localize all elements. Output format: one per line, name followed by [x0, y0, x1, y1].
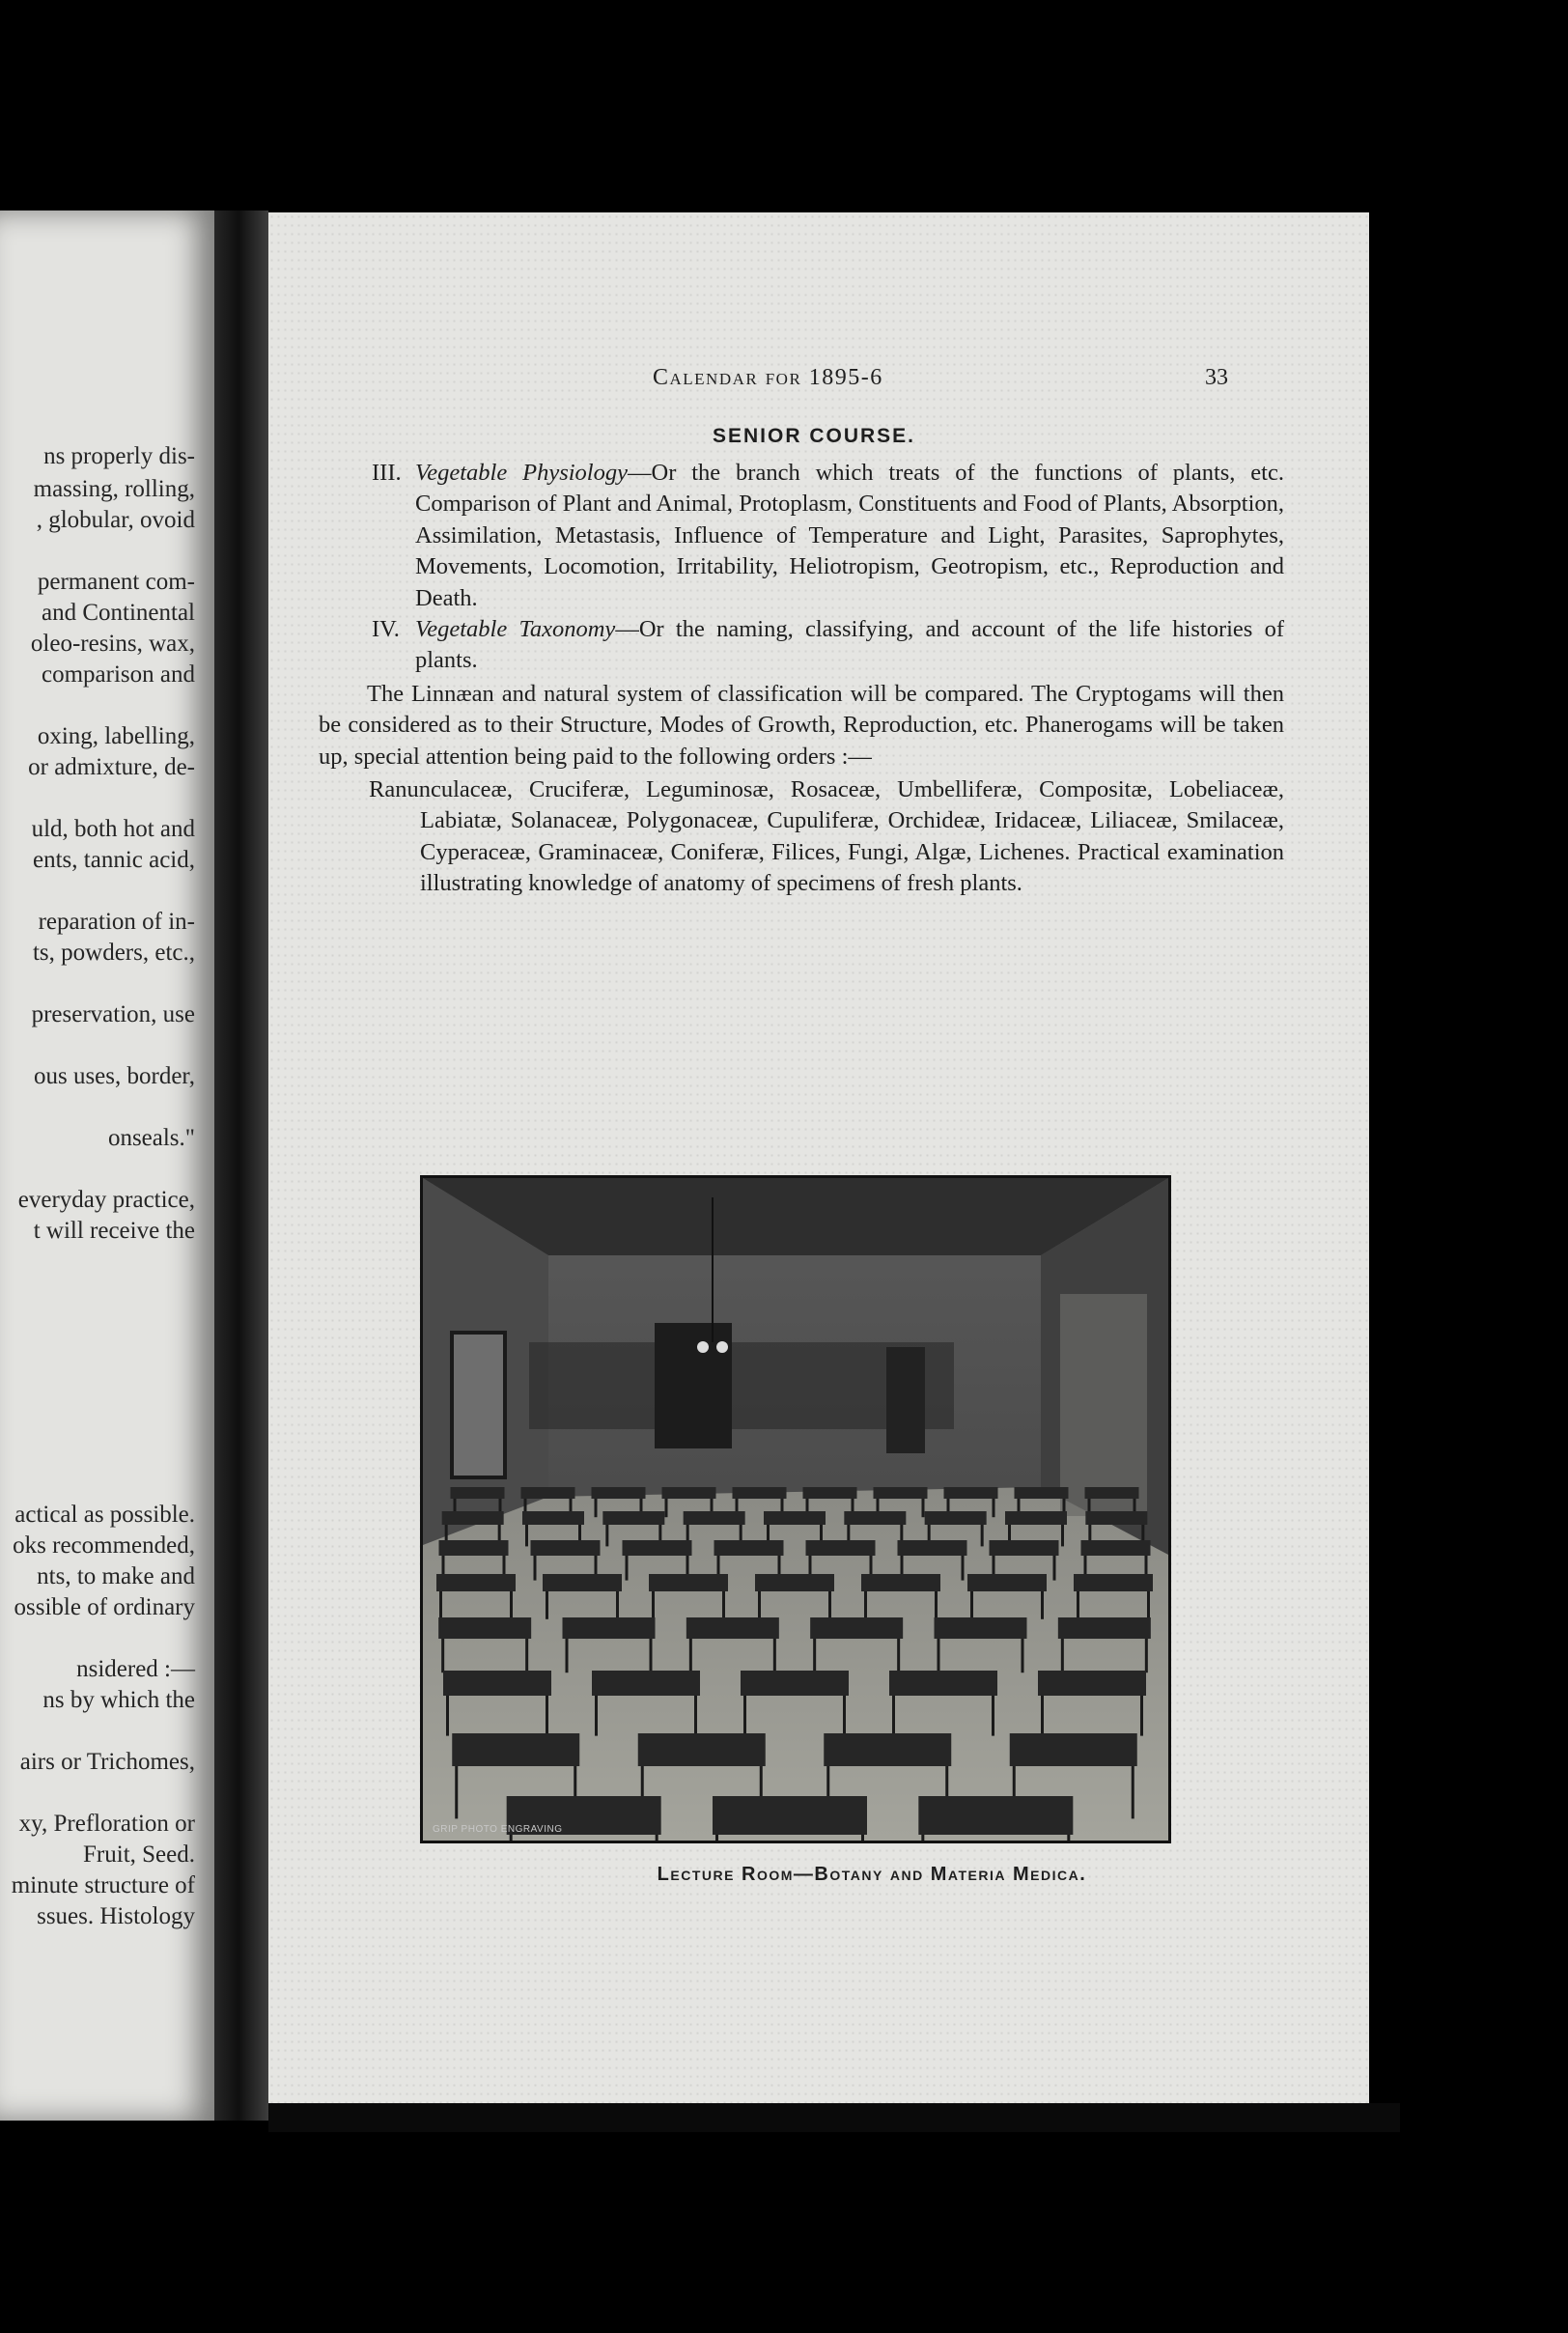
left-page-line: or admixture, de- [28, 754, 195, 780]
desk-leg [1067, 1835, 1070, 1841]
desk-leg [715, 1835, 718, 1841]
left-page-line: nts, to make and [37, 1563, 195, 1589]
running-head: Calendar for 1895-6 [653, 365, 883, 390]
left-page-line: permanent com- [37, 569, 195, 595]
desk-leg [1147, 1591, 1150, 1619]
item-numeral: III. [372, 460, 402, 486]
left-page-line: minute structure of [11, 1872, 195, 1898]
desk [686, 1617, 779, 1639]
desk-leg [595, 1696, 598, 1736]
left-page-line: ents, tannic acid, [33, 847, 195, 873]
left-page-line: ous uses, border, [33, 1063, 195, 1089]
desk [563, 1617, 656, 1639]
desk [806, 1540, 876, 1556]
desk-leg [605, 1525, 608, 1546]
desk [1074, 1574, 1153, 1591]
desk-leg [439, 1591, 442, 1619]
desk [824, 1733, 951, 1766]
desk [443, 1671, 551, 1696]
figure-caption: Lecture Room—Botany and Materia Medica. [657, 1864, 1087, 1885]
desk [1015, 1487, 1069, 1499]
desk [1085, 1487, 1139, 1499]
desk [623, 1540, 692, 1556]
left-page-line: ns properly dis- [43, 443, 195, 469]
section-title: SENIOR COURSE. [712, 425, 916, 447]
desk-leg [525, 1525, 528, 1546]
desk-leg [652, 1591, 655, 1619]
body-text [319, 458, 1284, 900]
desk [1038, 1671, 1146, 1696]
desk-leg [722, 1591, 725, 1619]
lecture-room-illustration [423, 1178, 1168, 1841]
left-page-line: everyday practice, [17, 1187, 195, 1213]
desk-leg [510, 1591, 513, 1619]
page-number: 33 [1205, 365, 1228, 390]
desk-leg [446, 1696, 449, 1736]
desk [844, 1511, 906, 1525]
left-page-line: oxing, labelling, [37, 723, 195, 749]
item-numeral: IV. [372, 616, 400, 643]
desk-leg [1061, 1525, 1064, 1546]
desk-leg [595, 1499, 598, 1517]
desk [522, 1511, 584, 1525]
left-page-line: airs or Trichomes, [19, 1749, 195, 1775]
desk [602, 1511, 664, 1525]
desk [755, 1574, 834, 1591]
desk [944, 1487, 998, 1499]
left-page-line: oleo-resins, wax, [30, 631, 195, 657]
course-item-taxonomy [319, 614, 1284, 677]
desk [592, 1671, 700, 1696]
desk-leg [938, 1639, 940, 1672]
desk-leg [441, 1639, 444, 1672]
plant-orders-list: Ranunculaceæ, Cruciferæ, Leguminosæ, Rosaceæ, Umbelliferæ, Compositæ, Lobeliaceæ, Labiatæ, Solanaceæ, Polygonaceæ, Cupuliferæ, Orchideæ, Iridaceæ, Liliaceæ, Smilaceæ, Cyperaceæ, Graminaceæ, Coniferæ, Filices, Fungi, Algæ, Lichenes. Practical examination illustrating knowledge of anatomy of specimens of fresh plants. [369, 776, 1284, 897]
left-page-line: ns by which the [42, 1687, 195, 1713]
photo-credit: GRIP PHOTO ENGRAVING [433, 1824, 563, 1835]
course-item-physiology [319, 458, 1284, 614]
desk [438, 1617, 531, 1639]
desk [803, 1487, 857, 1499]
desk-leg [534, 1556, 537, 1581]
desk [925, 1511, 987, 1525]
desk-leg [935, 1591, 938, 1619]
desk-leg [864, 1591, 867, 1619]
left-page-line: uld, both hot and [31, 816, 195, 842]
desk [1058, 1617, 1151, 1639]
left-page-line: nsidered :— [76, 1656, 195, 1682]
desk-leg [922, 1499, 925, 1517]
left-page-line: reparation of in- [38, 909, 195, 935]
desk [714, 1540, 784, 1556]
left-page-line: massing, rolling, [33, 476, 195, 502]
desk-leg [1041, 1591, 1044, 1619]
desk-leg [892, 1696, 895, 1736]
desk [764, 1511, 826, 1525]
item-description: —Or the naming, classifying, and account of the life histories of plants. [415, 616, 1284, 674]
desk-leg [694, 1696, 697, 1736]
left-page-line: ossible of ordinary [14, 1594, 195, 1620]
desk-leg [743, 1696, 746, 1736]
desk-leg [546, 1591, 548, 1619]
desk [649, 1574, 728, 1591]
desk [990, 1540, 1059, 1556]
page-bottom-edge [268, 2103, 1400, 2132]
desk-leg [993, 1499, 995, 1517]
desk-leg [656, 1835, 658, 1841]
desk [452, 1733, 579, 1766]
desk [531, 1540, 601, 1556]
desk [733, 1487, 787, 1499]
desk-leg [616, 1591, 619, 1619]
desk [898, 1540, 967, 1556]
desk [436, 1574, 516, 1591]
desk-leg [1077, 1591, 1079, 1619]
left-page-line: ssues. Histology [37, 1903, 195, 1929]
desk-leg [1140, 1696, 1143, 1736]
desk-leg [828, 1591, 831, 1619]
desk-leg [992, 1696, 994, 1736]
desk [439, 1540, 509, 1556]
desk-leg [921, 1835, 924, 1841]
desk [662, 1487, 716, 1499]
left-page-line: actical as possible. [14, 1502, 195, 1528]
desk [741, 1671, 849, 1696]
desk-leg [773, 1639, 776, 1672]
left-page-line: Fruit, Seed. [83, 1841, 195, 1868]
classification-paragraph: The Linnæan and natural system of classification will be compared. The Cryptogams will then be considered as to their Structure, Modes of Growth, Reproduction, etc. Phanerogams will be taken up, special attention being paid to the following orders :— [319, 680, 1284, 770]
lecture-room-photo [420, 1175, 1171, 1843]
desk-leg [1022, 1639, 1024, 1672]
desk [1005, 1511, 1067, 1525]
item-term: Vegetable Physiology [415, 460, 628, 486]
desk [521, 1487, 575, 1499]
left-page-line: comparison and [42, 661, 195, 688]
desk-leg [566, 1639, 569, 1672]
desk-leg [689, 1639, 692, 1672]
desk-leg [650, 1639, 653, 1672]
desk-leg [665, 1499, 668, 1517]
desk [592, 1487, 646, 1499]
desk-leg [1145, 1639, 1148, 1672]
desk [451, 1487, 505, 1499]
desk-leg [981, 1525, 984, 1546]
desk [638, 1733, 766, 1766]
desk [967, 1574, 1047, 1591]
desk-leg [861, 1835, 864, 1841]
desk-leg [1061, 1639, 1064, 1672]
left-page-line: ts, powders, etc., [32, 940, 195, 966]
left-page-line: onseals." [107, 1125, 195, 1151]
desk-leg [510, 1835, 513, 1841]
desk [918, 1796, 1073, 1835]
right-page [268, 212, 1369, 2103]
desk [1010, 1733, 1137, 1766]
left-page-line: t will receive the [33, 1218, 195, 1244]
desk [935, 1617, 1027, 1639]
left-page-line: preservation, use [31, 1001, 195, 1027]
desk [874, 1487, 928, 1499]
desk [810, 1617, 903, 1639]
desk [442, 1511, 504, 1525]
desk [543, 1574, 622, 1591]
desk-leg [525, 1639, 528, 1672]
desk-leg [970, 1591, 973, 1619]
desk-leg [758, 1591, 761, 1619]
left-page-line: oks recommended, [13, 1532, 195, 1559]
desk [1081, 1540, 1151, 1556]
desk [889, 1671, 997, 1696]
item-term: Vegetable Taxonomy [415, 616, 616, 643]
desk [684, 1511, 745, 1525]
desk-leg [843, 1696, 846, 1736]
desk-leg [1132, 1766, 1134, 1818]
desk-leg [455, 1766, 458, 1818]
desk-leg [897, 1639, 900, 1672]
left-page-line: xy, Prefloration or [18, 1811, 195, 1837]
left-page-line: and Continental [42, 600, 195, 626]
desk-leg [626, 1556, 629, 1581]
left-page-line: , globular, ovoid [36, 507, 195, 533]
desk [713, 1796, 867, 1835]
desk-leg [962, 1556, 965, 1581]
desk [861, 1574, 940, 1591]
desk-leg [1041, 1696, 1044, 1736]
desk-leg [813, 1639, 816, 1672]
item-description: —Or the branch which treats of the functions of plants, etc. Comparison of Plant and Animal, Protoplasm, Constituents and Food of Plants, Absorption, Assimilation, Metastasis, Influence of Temperature and Light, Parasites, Saprophytes, Movements, Locomotion, Irritability, Heliotropism, Geotropism, etc., Reproduction and Death. [415, 460, 1284, 611]
book-gutter [214, 211, 268, 2121]
desk [1085, 1511, 1147, 1525]
desk-leg [546, 1696, 548, 1736]
left-page [0, 211, 214, 2121]
desk-leg [1053, 1556, 1056, 1581]
